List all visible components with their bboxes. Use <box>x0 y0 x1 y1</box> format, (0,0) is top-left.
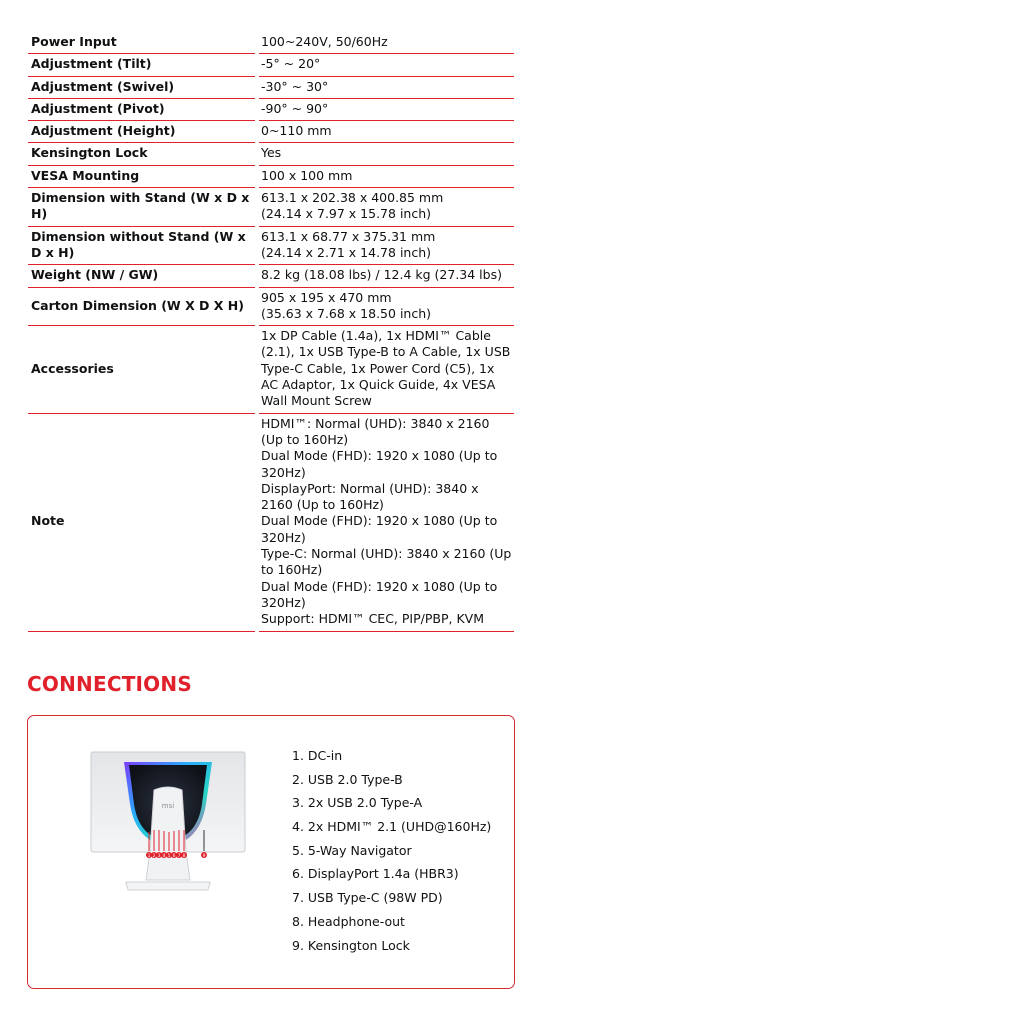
spec-row <box>28 76 514 98</box>
port-callout-number: 7 <box>177 853 181 859</box>
spec-value: 0~110 mm <box>257 121 514 143</box>
spec-row <box>28 121 514 143</box>
spec-row <box>28 413 514 631</box>
port-list-item: 8. Headphone-out <box>292 913 405 929</box>
spec-value: -90° ~ 90° <box>257 98 514 120</box>
monitor-logo: msi <box>161 802 175 810</box>
spec-label: Kensington Lock <box>28 143 257 165</box>
port-list-item: 1. DC-in <box>292 748 343 763</box>
port-callout-number: 6 <box>172 853 176 859</box>
spec-row <box>28 226 514 265</box>
spec-value: 100~240V, 50/60Hz <box>257 32 514 54</box>
spec-value: 613.1 x 202.38 x 400.85 mm (24.14 x 7.97 x 15.78 inch) <box>257 188 514 227</box>
spec-row <box>28 265 514 287</box>
port-callout-number: 2 <box>152 853 156 859</box>
port-callout-number: 8 <box>182 853 186 859</box>
spec-row <box>28 188 514 227</box>
port-list-item: 3. 2x USB 2.0 Type-A <box>292 795 423 811</box>
port-list-item: 9. Kensington Lock <box>292 937 410 953</box>
spec-label: Dimension without Stand (W x D x H) <box>28 226 257 265</box>
port-list-item: 5. 5-Way Navigator <box>292 842 412 858</box>
spec-row <box>28 54 514 76</box>
spec-value: 100 x 100 mm <box>257 165 514 187</box>
spec-label: Accessories <box>28 326 257 413</box>
port-list-item: 4. 2x HDMI™ 2.1 (UHD@160Hz) <box>292 819 492 835</box>
spec-label: VESA Mounting <box>28 165 257 187</box>
spec-value: -5° ~ 20° <box>257 54 514 76</box>
spec-label: Adjustment (Tilt) <box>28 54 257 76</box>
spec-value: Yes <box>257 143 514 165</box>
spec-label: Adjustment (Pivot) <box>28 98 257 120</box>
monitor-rear-image <box>90 750 250 892</box>
spec-row <box>28 32 514 54</box>
spec-value: 613.1 x 68.77 x 375.31 mm (24.14 x 2.71 x 14.78 inch) <box>257 226 514 265</box>
spec-table <box>28 32 514 632</box>
spec-value: 905 x 195 x 470 mm (35.63 x 7.68 x 18.50 inch) <box>257 287 514 326</box>
port-callout-number: 1 <box>147 853 151 859</box>
port-list <box>292 744 491 957</box>
spec-row <box>28 287 514 326</box>
stand-base <box>126 882 210 890</box>
port-list-item: 7. USB Type-C (98W PD) <box>292 890 443 906</box>
connections-panel <box>27 715 515 989</box>
spec-row <box>28 143 514 165</box>
spec-table-body <box>28 32 514 631</box>
spec-label: Note <box>28 413 257 631</box>
spec-value: 8.2 kg (18.08 lbs) / 12.4 kg (27.34 lbs) <box>257 265 514 287</box>
port-callout-number: 3 <box>157 853 161 859</box>
spec-label: Adjustment (Height) <box>28 121 257 143</box>
spec-value: -30° ~ 30° <box>257 76 514 98</box>
spec-row <box>28 165 514 187</box>
spec-label: Weight (NW / GW) <box>28 265 257 287</box>
connections-heading: CONNECTIONS <box>27 672 192 696</box>
port-callout-number: 4 <box>162 853 166 859</box>
spec-label: Carton Dimension (W X D X H) <box>28 287 257 326</box>
spec-label: Dimension with Stand (W x D x H) <box>28 188 257 227</box>
port-list-item: 2. USB 2.0 Type-B <box>292 771 403 787</box>
port-list-item: 6. DisplayPort 1.4a (HBR3) <box>292 866 459 882</box>
port-callout-number: 9 <box>202 853 206 859</box>
spec-value: 1x DP Cable (1.4a), 1x HDMI™ Cable (2.1), 1x USB Type-B to A Cable, 1x USB Type-C Cable, 1x Power Cord (C5), 1x AC Adaptor, 1x Quick Guide, 4x VESA Wall Mount Screw <box>257 326 514 413</box>
spec-value: HDMI™: Normal (UHD): 3840 x 2160 (Up to 160Hz) Dual Mode (FHD): 1920 x 1080 (Up to 320Hz) DisplayPort: Normal (UHD): 3840 x 2160 (Up to 160Hz) Dual Mode (FHD): 1920 x 1080 (Up to 320Hz) Type-C: Normal (UHD): 3840 x 2160 (Up to 160Hz) Dual Mode (FHD): 1920 x 1080 (Up to 320Hz) Support: HDMI™ CEC, PIP/PBP, KVM <box>257 413 514 631</box>
spec-row <box>28 98 514 120</box>
spec-row <box>28 326 514 413</box>
port-callout-number: 5 <box>167 853 171 859</box>
spec-label: Adjustment (Swivel) <box>28 76 257 98</box>
spec-label: Power Input <box>28 32 257 54</box>
